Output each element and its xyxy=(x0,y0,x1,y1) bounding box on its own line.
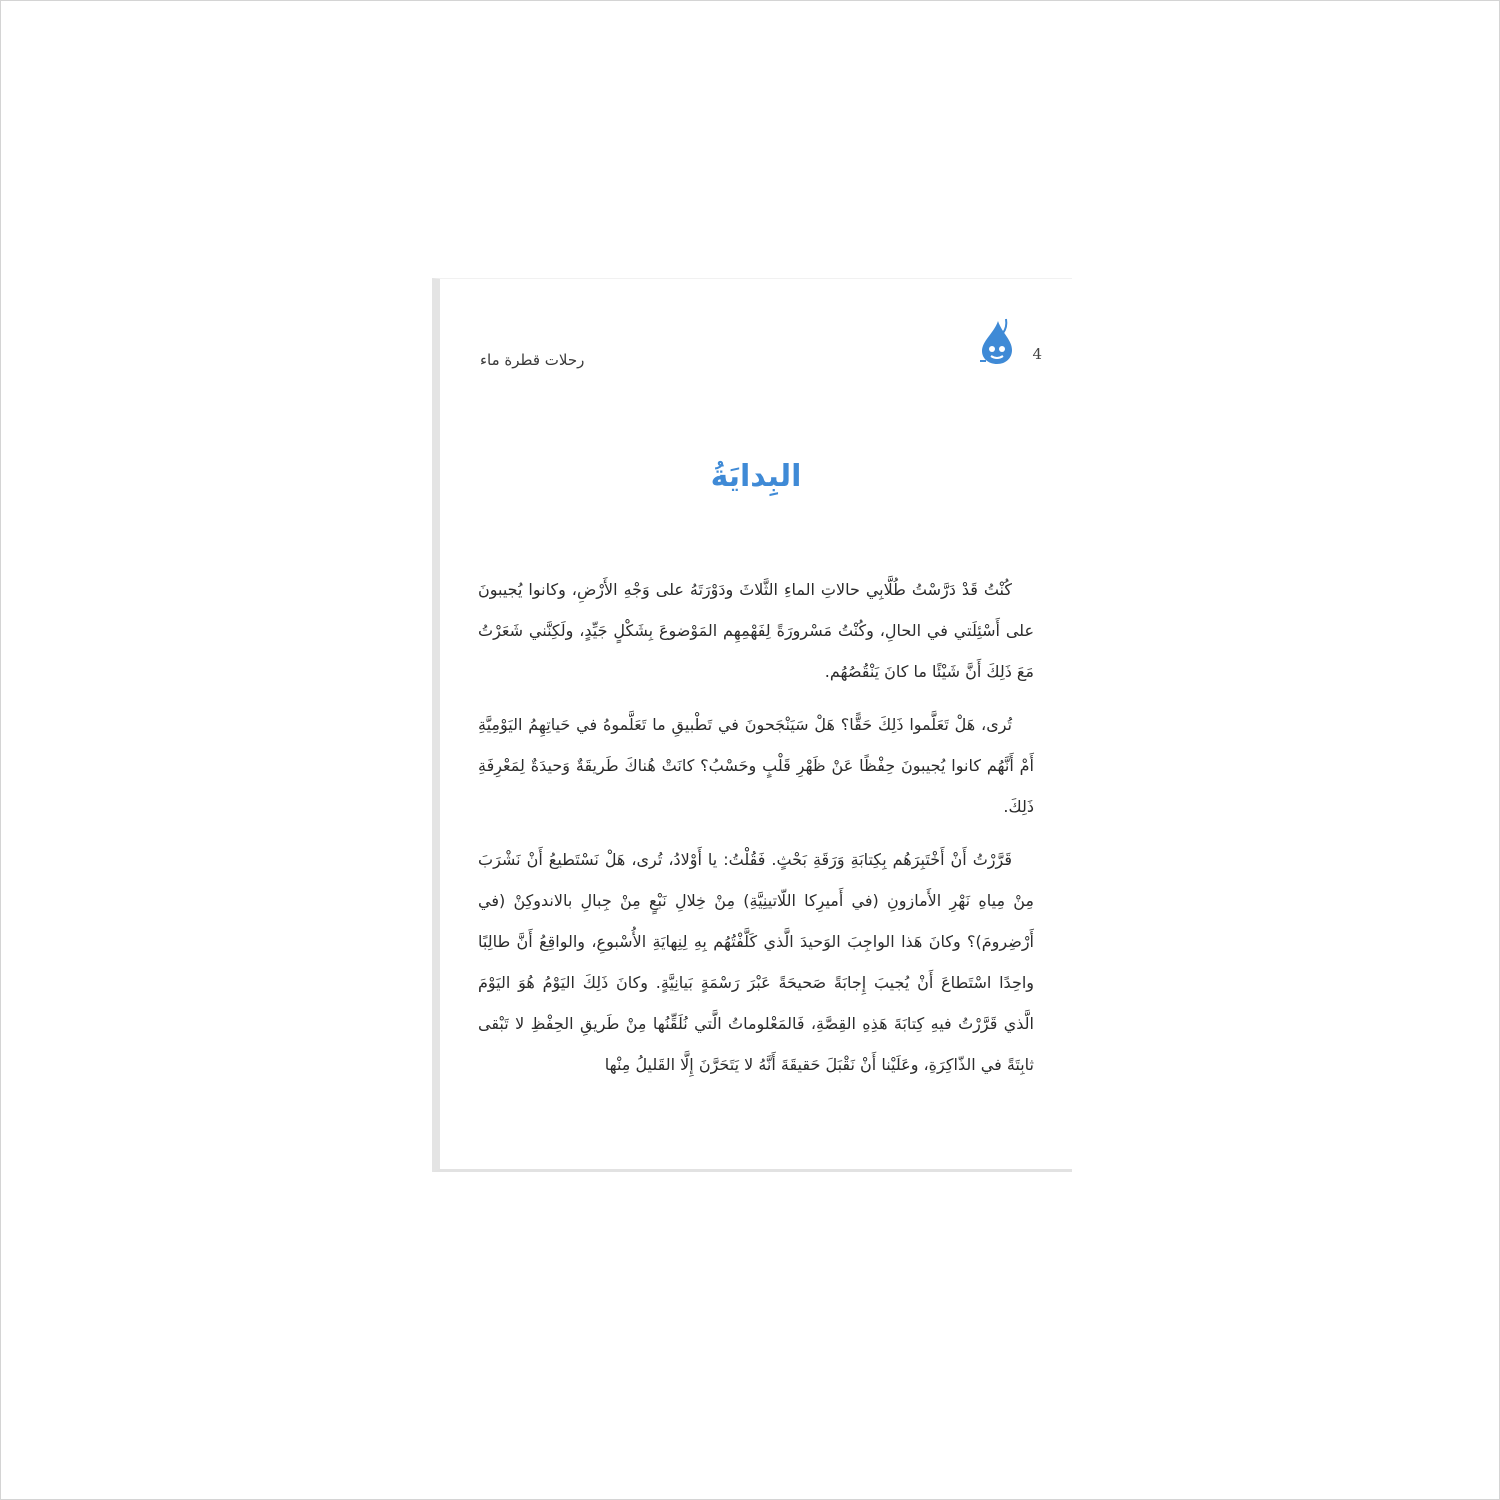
water-drop-icon xyxy=(976,317,1016,365)
paragraph-3: قَرَّرْتُ أَنْ أَخْتَبِرَهُم بِكِتابَةِ وَرَقَةِ بَحْثٍ. فَقُلْتُ: يا أَوْلادُ، تُرى، هَلْ نَسْتَطيعُ أَنْ نَشْرَبَ مِنْ مِياهِ نَهْرِ الأَمازونِ (في أَميرِكا اللّاتينِيَّةِ) مِنْ خِلالِ نَبْعٍ مِنْ جِبالِ بالاندوكِنْ (في أَرْضِرومَ)؟ وكانَ هَذا الواجِبَ الوَحيدَ الَّذي كَلَّفْتُهُم بِهِ لِنِهايَةِ الأُسْبوعِ، والواقِعُ أَنَّ طالِبًا واحِدًا اسْتَطاعَ أَنْ يُجيبَ إِجابَةً صَحيحَةً عَبْرَ رَسْمَةٍ بَيانِيَّةٍ. وكانَ ذَلِكَ اليَوْمُ هُوَ اليَوْمَ الَّذي قَرَّرْتُ فيهِ كِتابَةَ هَذِهِ القِصَّةِ، فَالمَعْلوماتُ الَّتي نُلَقِّنُها مِنْ طَريقِ الحِفْظِ لا تَبْقى ثابِتَةً في الذّاكِرَةِ، وعَلَيْنا أَنْ نَقْبَلَ حَقيقَةَ أَنَّهُ لا يَتَحَرَّنَ إِلَّا القَليلُ مِنْها xyxy=(478,850,1034,1074)
book-page xyxy=(432,278,1072,1172)
running-title: رحلات قطرة ماء xyxy=(480,351,585,369)
body-text xyxy=(478,569,1034,1097)
paragraph-1: كُنْتُ قَدْ دَرَّسْتُ طُلَّابِي حالاتِ الماءِ الثَّلاثَ ودَوْرَتَهُ على وَجْهِ الأَرْضِ، وكانوا يُجيبونَ على أَسْئِلَتي في الحالِ، وكُنْتُ مَسْرورَةً لِفَهْمِهِم المَوْضوعَ بِشَكْلٍ جَيِّدٍ، ولَكِنَّني شَعَرْتُ مَعَ ذَلِكَ أَنَّ شَيْئًا ما كانَ يَنْقُصُهُم. xyxy=(478,580,1034,681)
paragraph-2: تُرى، هَلْ تَعَلَّموا ذَلِكَ حَقًّا؟ هَلْ سَيَنْجَحونَ في تَطْبيقِ ما تَعَلَّموهُ في حَياتِهِمُ اليَوْمِيَّةِ أَمْ أَنَّهُم كانوا يُجيبونَ حِفْظًا عَنْ ظَهْرِ قَلْبٍ وحَسْبُ؟ كانَتْ هُناكَ طَريقَةٌ وَحيدَةٌ لِمَعْرِفَةِ ذَلِكَ. xyxy=(478,715,1034,816)
page-number: 4 xyxy=(1032,345,1042,363)
chapter-title: البِدايَةُ xyxy=(710,459,802,494)
page-header xyxy=(470,337,1042,377)
